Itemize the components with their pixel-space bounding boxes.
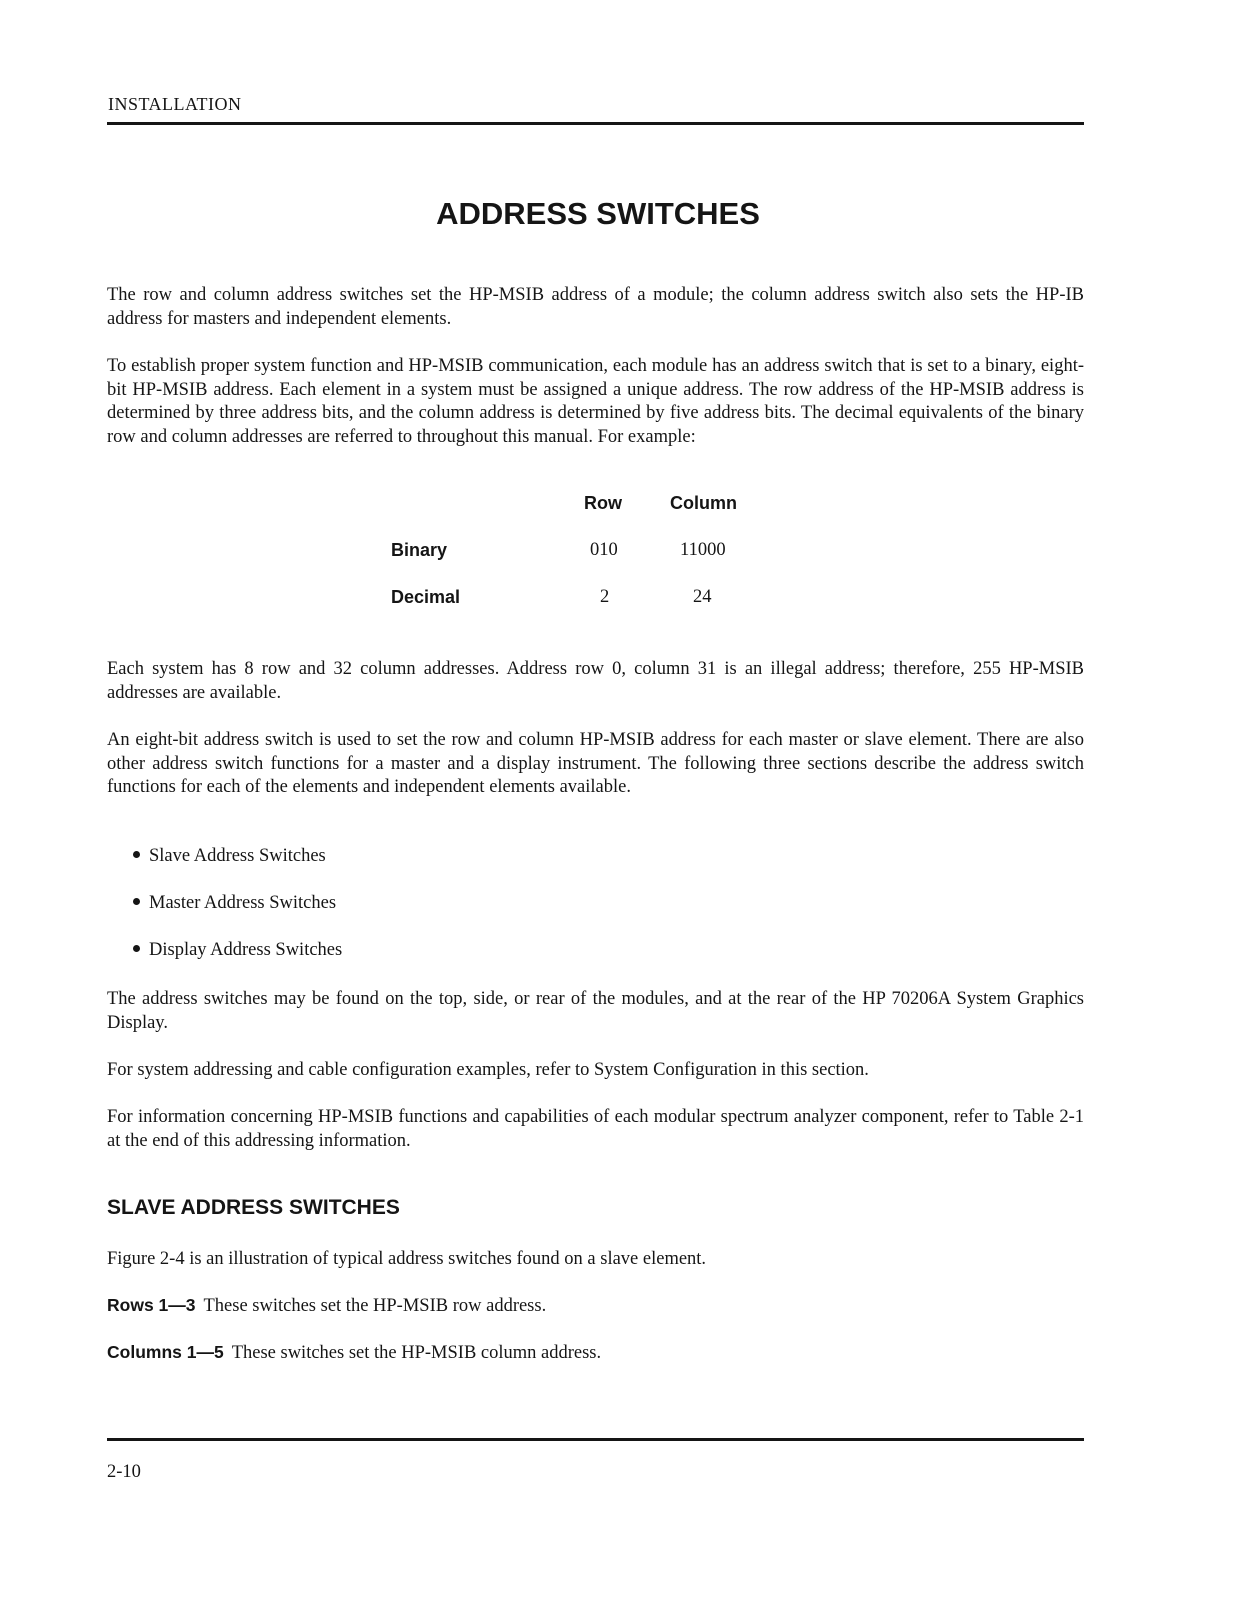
example-label-binary: Binary: [391, 540, 448, 560]
example-header-column: Column: [670, 493, 737, 513]
list-item: [133, 940, 342, 961]
paragraph-refer-table: For information concerning HP-MSIB functions and capabilities of each modular spectrum analyzer component, refer to Table 2-1 at the end of this addressing information.: [107, 1107, 1084, 1151]
definition-rows: [107, 1295, 546, 1317]
paragraph-slave-intro: Figure 2-4 is an illustration of typical address switches found on a slave element.: [107, 1249, 707, 1269]
paragraph-each-system: Each system has 8 row and 32 column addresses. Address row 0, column 31 is an illegal address; therefore, 255 HP-MSIB addresses are available.: [107, 659, 1084, 703]
paragraph-establish: To establish proper system function and HP-MSIB communication, each module has an address switch that is set to a binary, eight-bit HP-MSIB address. Each element in a system must be assigned a unique address. The row address of the HP-MSIB address is determined by three address bits, and the column address is determined by five address bits. The decimal equivalents of the binary row and column addresses are referred to throughout this manual. For example:: [107, 356, 1084, 447]
page-number: 2-10: [107, 1462, 141, 1482]
example-decimal-column: 24: [693, 587, 712, 607]
list-item-text: Slave Address Switches: [149, 846, 326, 866]
definition-term-rows: Rows 1—3: [107, 1295, 196, 1315]
definition-text-columns: These switches set the HP-MSIB column address.: [231, 1343, 602, 1363]
list-item-text: Master Address Switches: [149, 893, 337, 913]
definition-term-columns: Columns 1—5: [107, 1342, 224, 1362]
example-binary-column: 11000: [680, 540, 726, 560]
section-heading-slave: SLAVE ADDRESS SWITCHES: [107, 1196, 400, 1219]
list-item-text: Display Address Switches: [149, 940, 343, 960]
example-decimal-row: 2: [600, 587, 610, 607]
list-item: [133, 846, 326, 867]
definition-columns: [107, 1342, 601, 1364]
example-header-row: Row: [584, 493, 622, 513]
paragraph-intro: The row and column address switches set the HP-MSIB address of a module; the column address switch also sets the HP-IB address for masters and independent elements.: [107, 285, 1084, 329]
footer-rule: [107, 1438, 1084, 1441]
list-item: [133, 893, 336, 914]
example-label-decimal: Decimal: [391, 587, 461, 607]
bullet-icon: [133, 898, 140, 905]
header-rule: [107, 122, 1084, 125]
definition-text-rows: These switches set the HP-MSIB row address.: [203, 1296, 547, 1316]
paragraph-eight-bit: An eight-bit address switch is used to set the row and column HP-MSIB address for each master or slave element. There are also other address switch functions for a master and a display instrument. The following three sections describe the address switch functions for each of the elements and independent elements available.: [107, 730, 1084, 797]
section-header-label: INSTALLATION: [108, 94, 242, 114]
page-title: ADDRESS SWITCHES: [436, 196, 760, 231]
bullet-icon: [133, 851, 140, 858]
example-binary-row: 010: [590, 540, 618, 560]
bullet-icon: [133, 945, 140, 952]
paragraph-found-on: The address switches may be found on the top, side, or rear of the modules, and at the rear of the HP 70206A System Graphics Display.: [107, 989, 1084, 1033]
paragraph-refer-config: For system addressing and cable configuration examples, refer to System Configuration in this section.: [107, 1060, 869, 1080]
